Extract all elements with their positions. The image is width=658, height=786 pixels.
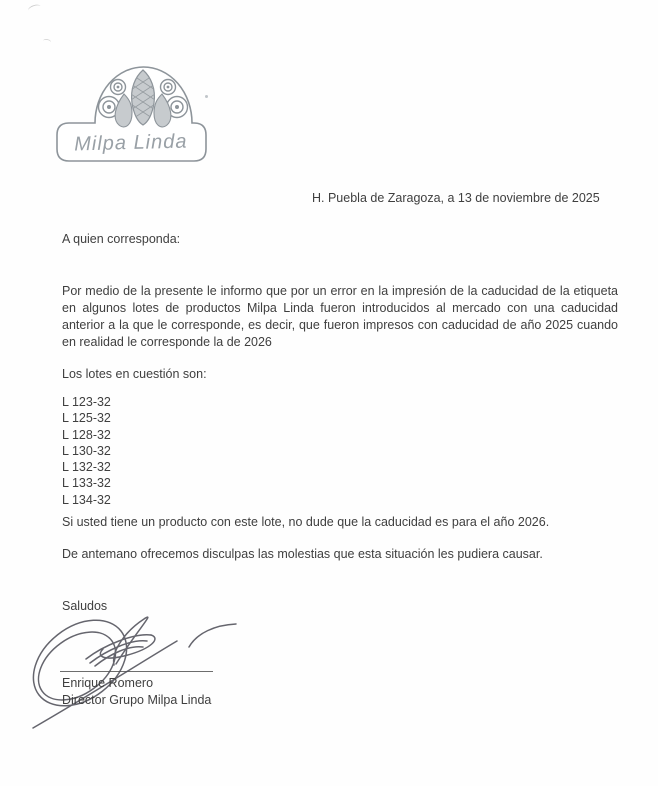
salutation: A quien corresponda: (62, 232, 181, 246)
scan-artifact-1 (27, 3, 42, 14)
scan-artifact-2 (43, 38, 52, 44)
date-line: H. Puebla de Zaragoza, a 13 de noviembre de 2025 (312, 191, 600, 205)
logo-wordmark: Milpa Linda (73, 130, 188, 156)
lot-item: L 128-32 (62, 427, 111, 442)
closing: Saludos (62, 599, 108, 613)
company-logo (50, 58, 210, 168)
lot-item: L 125-32 (62, 411, 111, 426)
signature-line (60, 671, 213, 672)
lot-item: L 134-32 (62, 492, 111, 507)
signer-name: Enrique Romero (62, 676, 154, 690)
lot-item: L 130-32 (62, 443, 111, 458)
lot-item: L 132-32 (62, 460, 111, 475)
lot-item: L 133-32 (62, 476, 111, 491)
body-paragraph-2: Si usted tiene un producto con este lote, no dude que la caducidad es para el año 2026. (62, 515, 550, 529)
body-paragraph-3: De antemano ofrecemos disculpas las molestias que esta situación les pudiera causar. (62, 547, 543, 561)
lot-list (62, 394, 111, 508)
signer-title: Director Grupo Milpa Linda (62, 693, 212, 707)
lots-intro: Los lotes en cuestión son: (62, 367, 207, 381)
signature-image (0, 605, 260, 740)
body-paragraph-1: Por medio de la presente le informo que por un error en la impresión de la caducidad de la etiqueta en algunos lotes de productos Milpa Linda fueron introducidos al mercado con una caducidad anterior a la que le corresponde, es decir, que fueron impresos con caducidad de año 2025 cuando en realidad le corresponde la de 2026 (62, 284, 618, 349)
lot-item: L 123-32 (62, 395, 111, 409)
